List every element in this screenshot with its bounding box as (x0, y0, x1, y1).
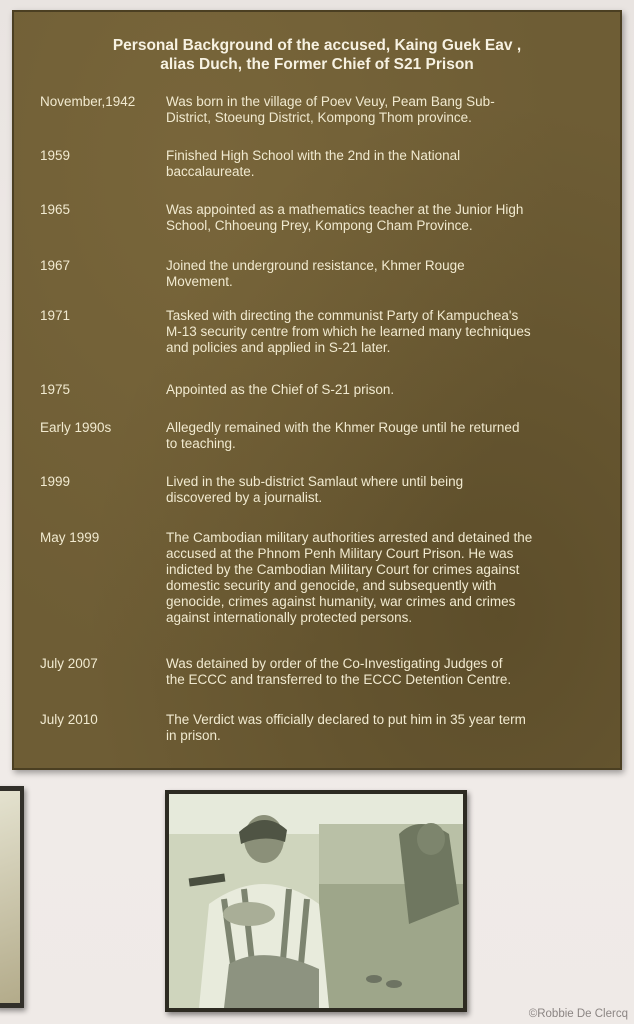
information-plaque (12, 10, 622, 770)
entry-line: Movement. (166, 274, 233, 289)
photograph-drawing (169, 794, 463, 1008)
entry-line: genocide, crimes against humanity, war crimes and crimes (166, 594, 516, 609)
entry-description (166, 202, 601, 234)
entry-line: Joined the underground resistance, Khmer Rouge (166, 258, 465, 273)
entry-date: July 2010 (40, 712, 98, 727)
entry-line: the ECCC and transferred to the ECCC Detention Centre. (166, 672, 512, 687)
entry-line: in prison. (166, 728, 221, 743)
entry-date: 1967 (40, 258, 71, 273)
entry-description (166, 258, 601, 290)
entry-line: Was detained by order of the Co-Investigating Judges of (166, 656, 503, 671)
entry-line: accused at the Phnom Penh Military Court Prison. He was (166, 546, 514, 561)
entry-line: baccalaureate. (166, 164, 255, 179)
entry-line: M-13 security centre from which he learned many techniques (166, 324, 531, 339)
entry-line: Appointed as the Chief of S-21 prison. (166, 382, 395, 397)
entry-description (166, 308, 601, 356)
entry-line: The Cambodian military authorities arrested and detained the (166, 530, 533, 545)
entry-date: 1999 (40, 474, 71, 489)
entry-date: Early 1990s (40, 420, 112, 435)
entry-line: discovered by a journalist. (166, 490, 323, 505)
entry-description (166, 656, 601, 688)
framed-photograph-icon (165, 790, 467, 1012)
photo-credit: ©Robbie De Clercq (528, 1008, 628, 1020)
entry-date: July 2007 (40, 656, 98, 671)
entry-description (166, 474, 601, 506)
entry-line: Finished High School with the 2nd in the National (166, 148, 461, 163)
entry-line: to teaching. (166, 436, 236, 451)
entry-date: 1975 (40, 382, 71, 397)
entry-date: 1959 (40, 148, 71, 163)
entry-line: Was born in the village of Poev Veuy, Peam Bang Sub- (166, 94, 495, 109)
entry-description (166, 530, 601, 626)
entry-date: 1971 (40, 308, 71, 323)
plaque-title-line-1: Personal Background of the accused, Kaing Guek Eav , (112, 37, 522, 54)
entry-line: The Verdict was officially declared to put him in 35 year term (166, 712, 526, 727)
entry-line: Lived in the sub-district Samlaut where until being (166, 474, 464, 489)
entry-description (166, 382, 601, 398)
entry-date: 1965 (40, 202, 71, 217)
entry-line: Tasked with directing the communist Party of Kampuchea's (166, 308, 519, 323)
entry-line: domestic security and genocide, and subsequently with (166, 578, 497, 593)
entry-line: and policies and applied in S-21 later. (166, 340, 391, 355)
entry-line: against internationally protected persons. (166, 610, 413, 625)
plaque-title-line-2: alias Duch, the Former Chief of S21 Prison (160, 56, 474, 73)
entry-line: Was appointed as a mathematics teacher at the Junior High (166, 202, 524, 217)
photograph-image (169, 794, 463, 1008)
entry-line: School, Chhoeung Prey, Kompong Cham Province. (166, 218, 473, 233)
partial-frame-icon (0, 786, 24, 1008)
plaque-title (14, 36, 620, 74)
entry-date: May 1999 (40, 530, 100, 545)
entry-line: Allegedly remained with the Khmer Rouge until he returned (166, 420, 520, 435)
entry-line: District, Stoeung District, Kompong Thom province. (166, 110, 472, 125)
entry-line: indicted by the Cambodian Military Court for crimes against (166, 562, 520, 577)
entry-description (166, 148, 601, 180)
entry-date: November,1942 (40, 94, 136, 109)
entry-description (166, 94, 601, 126)
partial-frame-image (0, 791, 20, 1003)
entry-description (166, 712, 601, 744)
entry-description (166, 420, 601, 452)
